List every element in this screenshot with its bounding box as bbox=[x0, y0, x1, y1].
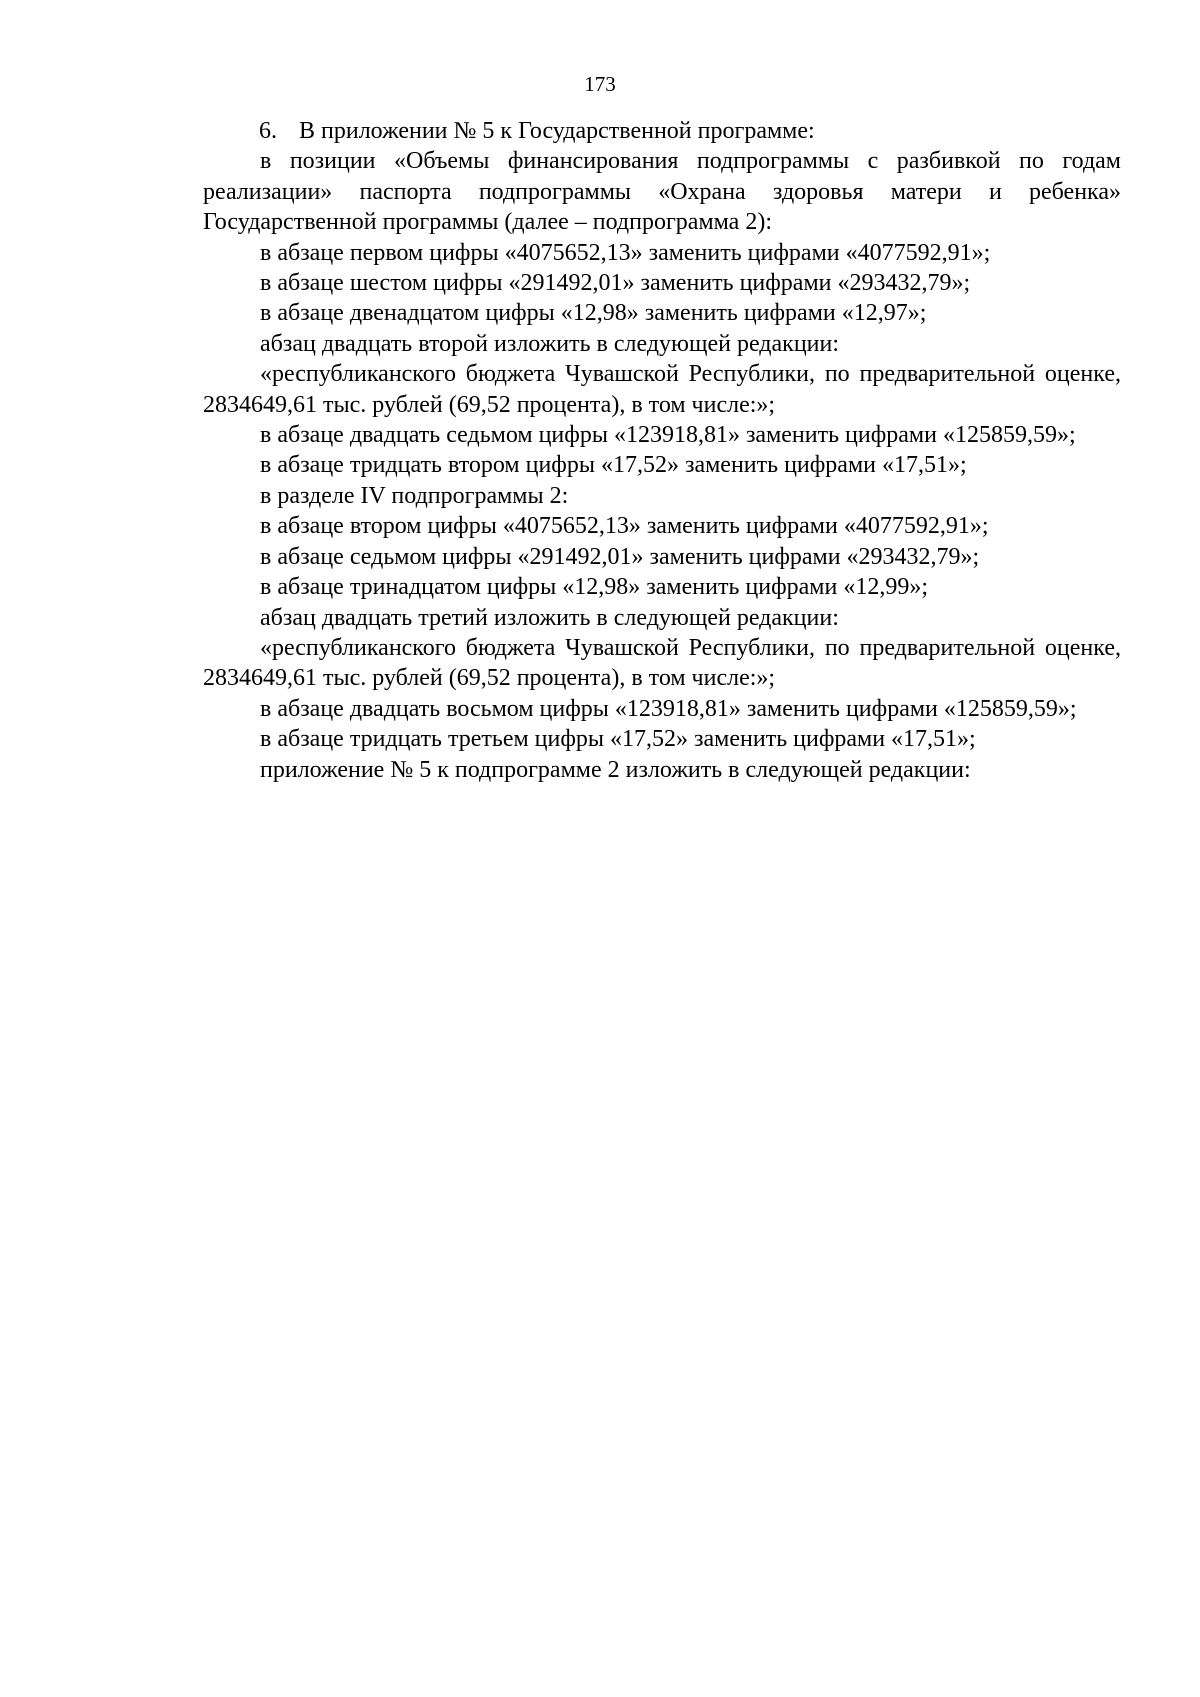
paragraph: в абзаце тридцать втором цифры «17,52» заменить цифрами «17,51»; bbox=[260, 452, 967, 479]
paragraph: в абзаце двадцать восьмом цифры «123918,81» заменить цифрами «125859,59»; bbox=[260, 695, 1077, 722]
item-number: 6. bbox=[259, 118, 277, 144]
paragraph-item-6 bbox=[203, 116, 1121, 146]
paragraph: в абзаце седьмом цифры «291492,01» заменить цифрами «293432,79»; bbox=[260, 543, 980, 570]
paragraph: «республиканского бюджета Чувашской Республики, по предварительной оценке, 2834649,61 тыс. рублей (69,52 процента), в том числе:»; bbox=[203, 634, 1121, 692]
paragraph: в абзаце первом цифры «4075652,13» заменить цифрами «4077592,91»; bbox=[260, 239, 991, 266]
paragraph: в абзаце тринадцатом цифры «12,98» заменить цифрами «12,99»; bbox=[260, 574, 928, 601]
paragraph: приложение № 5 к подпрограмме 2 изложить в следующей редакции: bbox=[260, 756, 971, 783]
paragraph: абзац двадцать третий изложить в следующей редакции: bbox=[260, 604, 839, 631]
paragraph: абзац двадцать второй изложить в следующей редакции: bbox=[260, 330, 840, 357]
document-body bbox=[203, 116, 1121, 785]
paragraph: в абзаце тридцать третьем цифры «17,52» заменить цифрами «17,51»; bbox=[260, 726, 976, 753]
paragraph-text: В приложении № 5 к Государственной программе: bbox=[299, 118, 815, 144]
paragraph: в абзаце двадцать седьмом цифры «123918,81» заменить цифрами «125859,59»; bbox=[260, 422, 1076, 449]
paragraph: в абзаце шестом цифры «291492,01» заменить цифрами «293432,79»; bbox=[260, 270, 971, 297]
paragraph: в разделе IV подпрограммы 2: bbox=[260, 482, 569, 509]
paragraph: в абзаце двенадцатом цифры «12,98» заменить цифрами «12,97»; bbox=[260, 300, 927, 327]
paragraph: в позиции «Объемы финансирования подпрограммы с разбивкой по годам реализации» паспорта подпрограммы «Охрана здоровья матери и ребенка» Государственной программы (далее – подпрограмма 2): bbox=[203, 148, 1121, 236]
page-number: 173 bbox=[584, 72, 616, 96]
paragraph: «республиканского бюджета Чувашской Республики, по предварительной оценке, 2834649,61 тыс. рублей (69,52 процента), в том числе:»; bbox=[203, 361, 1121, 418]
paragraph: в абзаце втором цифры «4075652,13» заменить цифрами «4077592,91»; bbox=[260, 513, 989, 540]
